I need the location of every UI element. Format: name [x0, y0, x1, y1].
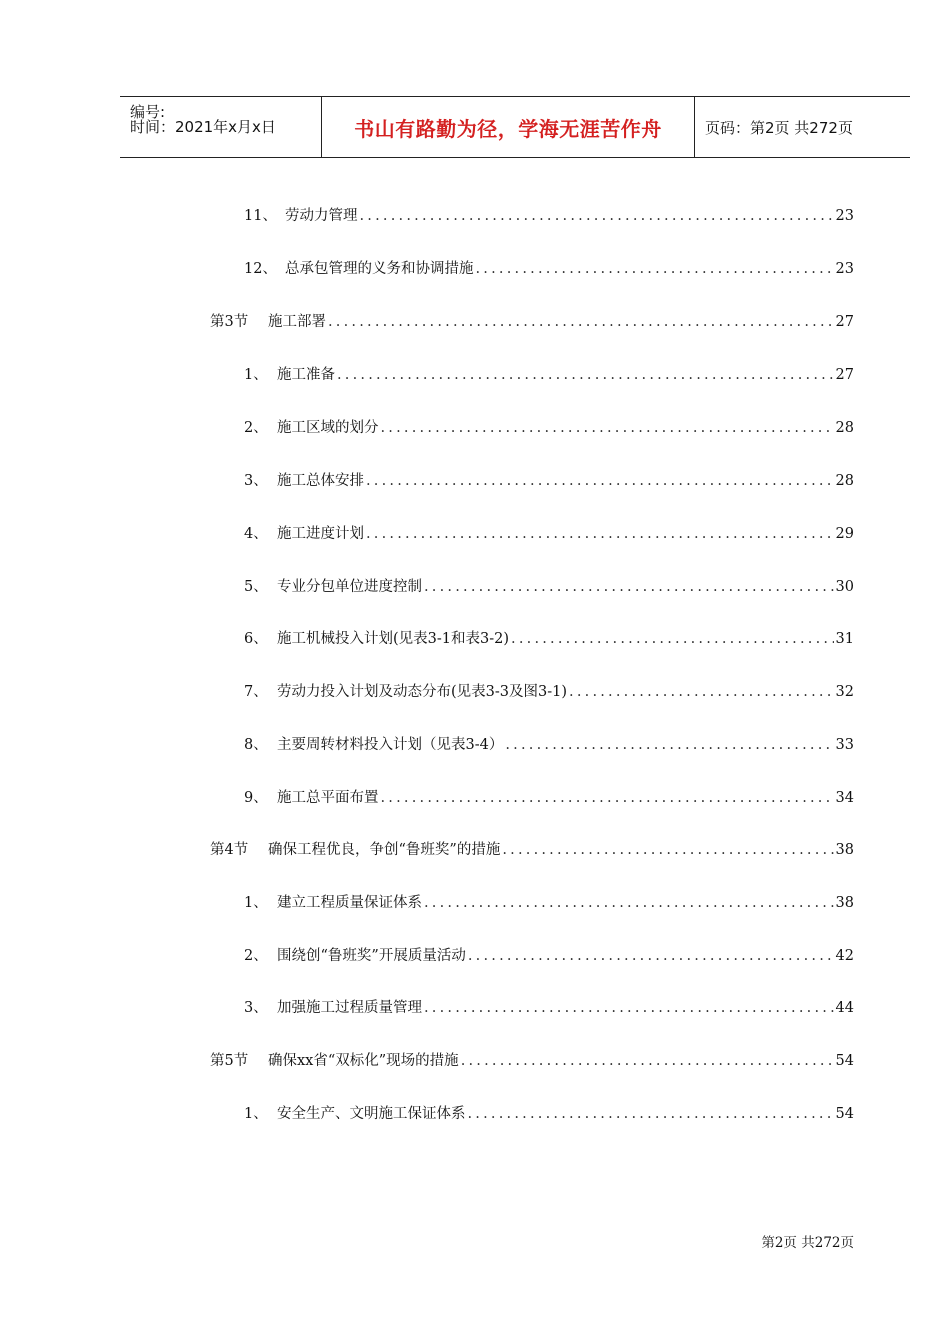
toc-entry[interactable]: [244, 204, 854, 226]
toc-entry-number: 5、: [244, 579, 268, 595]
toc-entry-title: 围绕创“鲁班奖”开展质量活动: [277, 948, 466, 964]
toc-entry[interactable]: [244, 575, 854, 597]
toc-dot-leader: [476, 261, 834, 277]
toc-entry[interactable]: [244, 1102, 854, 1124]
toc-entry-number: 1、: [244, 1106, 268, 1122]
header-motto-cell: [322, 97, 695, 157]
document-header: [120, 96, 910, 158]
toc-entry-title: 施工总体安排: [277, 473, 364, 489]
toc-entry-title: 施工部署: [268, 314, 326, 330]
toc-entry-number: 2、: [244, 420, 268, 436]
toc-entry-page: 44: [835, 1000, 854, 1016]
toc-entry-title: 施工准备: [277, 367, 335, 383]
toc-entry-page: 29: [835, 526, 854, 542]
toc-dot-leader: [337, 367, 834, 383]
toc-entry-number: 1、: [244, 895, 268, 911]
toc-entry-title: 确保xx省“双标化”现场的措施: [268, 1053, 459, 1069]
toc-entry-title: 建立工程质量保证体系: [277, 895, 422, 911]
toc-entry-number: 6、: [244, 631, 268, 647]
toc-dot-leader: [366, 526, 834, 542]
toc-entry[interactable]: [244, 363, 854, 385]
header-page-info: 页码：第2页 共272页: [705, 118, 853, 137]
toc-entry-title: 确保工程优良，争创“鲁班奖”的措施: [268, 842, 501, 858]
toc-dot-leader: [328, 314, 834, 330]
toc-dot-leader: [424, 579, 834, 595]
toc-entry[interactable]: [244, 786, 854, 808]
toc-entry-title: 主要周转材料投入计划（见表3-4）: [277, 737, 504, 753]
toc-entry-number: 7、: [244, 684, 268, 700]
document-time-label: 时间：2021年x月x日: [130, 118, 276, 136]
toc-entry-number: 8、: [244, 737, 268, 753]
toc-entry[interactable]: [244, 257, 854, 279]
document-code-label: 编号:: [130, 103, 166, 121]
header-motto: 书山有路勤为径，学海无涯苦作舟: [354, 116, 662, 141]
toc-entry-title: 施工总平面布置: [277, 790, 379, 806]
toc-entry-page: 33: [835, 737, 854, 753]
toc-section-entry[interactable]: [210, 838, 854, 860]
toc-entry-page: 42: [835, 948, 854, 964]
toc-entry-title: 加强施工过程质量管理: [277, 1000, 422, 1016]
toc-entry-number: 12、: [244, 261, 277, 277]
toc-entry-number: 第4节: [210, 842, 249, 858]
toc-dot-leader: [366, 473, 834, 489]
toc-dot-leader: [569, 684, 834, 700]
toc-entry-number: 3、: [244, 473, 268, 489]
toc-dot-leader: [468, 1106, 834, 1122]
toc-dot-leader: [381, 790, 834, 806]
toc-entry-page: 27: [835, 314, 854, 330]
toc-entry-title: 劳动力投入计划及动态分布(见表3-3及图3-1): [277, 684, 568, 700]
toc-entry[interactable]: [244, 469, 854, 491]
toc-entry-page: 23: [835, 261, 854, 277]
header-page-cell: [695, 97, 910, 157]
page-footer: 第2页 共272页: [761, 1235, 854, 1251]
toc-entry-number: 2、: [244, 948, 268, 964]
toc-entry-number: 1、: [244, 367, 268, 383]
toc-entry-title: 专业分包单位进度控制: [277, 579, 422, 595]
toc-dot-leader: [424, 1000, 834, 1016]
toc-entry-page: 32: [835, 684, 854, 700]
toc-entry-number: 4、: [244, 526, 268, 542]
toc-entry-page: 30: [835, 579, 854, 595]
toc-entry[interactable]: [244, 627, 854, 649]
toc-entry-number: 第3节: [210, 314, 249, 330]
toc-entry-page: 27: [835, 367, 854, 383]
toc-dot-leader: [381, 420, 834, 436]
toc-entry-title: 施工机械投入计划(见表3-1和表3-2): [277, 631, 510, 647]
toc-entry-page: 28: [835, 473, 854, 489]
toc-entry-page: 23: [835, 208, 854, 224]
toc-entry-page: 31: [835, 631, 854, 647]
toc-entry[interactable]: [244, 996, 854, 1018]
toc-entry[interactable]: [244, 944, 854, 966]
toc-dot-leader: [360, 208, 834, 224]
toc-dot-leader: [505, 737, 833, 753]
toc-dot-leader: [511, 631, 834, 647]
toc-entry-title: 总承包管理的义务和协调措施: [285, 261, 474, 277]
toc-dot-leader: [461, 1053, 834, 1069]
toc-entry[interactable]: [244, 416, 854, 438]
toc-dot-leader: [502, 842, 833, 858]
toc-entry-title: 劳动力管理: [285, 208, 358, 224]
toc-entry-page: 38: [835, 842, 854, 858]
toc-entry[interactable]: [244, 522, 854, 544]
toc-entry-number: 第5节: [210, 1053, 249, 1069]
toc-entry-title: 施工进度计划: [277, 526, 364, 542]
toc-entry-title: 施工区域的划分: [277, 420, 379, 436]
toc-entry-page: 54: [835, 1106, 854, 1122]
toc-entry-number: 11、: [244, 208, 277, 224]
toc-entry-number: 9、: [244, 790, 268, 806]
toc-entry[interactable]: [244, 733, 854, 755]
header-meta-cell: [120, 97, 322, 157]
toc-dot-leader: [424, 895, 834, 911]
toc-entry-page: 38: [835, 895, 854, 911]
toc-section-entry[interactable]: [210, 1049, 854, 1071]
toc-section-entry[interactable]: [210, 310, 854, 332]
toc-dot-leader: [468, 948, 834, 964]
toc-entry-page: 54: [835, 1053, 854, 1069]
toc-entry[interactable]: [244, 680, 854, 702]
toc-entry[interactable]: [244, 891, 854, 913]
toc-entry-page: 28: [835, 420, 854, 436]
toc-entry-number: 3、: [244, 1000, 268, 1016]
toc-entry-title: 安全生产、文明施工保证体系: [277, 1106, 466, 1122]
toc-entry-page: 34: [835, 790, 854, 806]
